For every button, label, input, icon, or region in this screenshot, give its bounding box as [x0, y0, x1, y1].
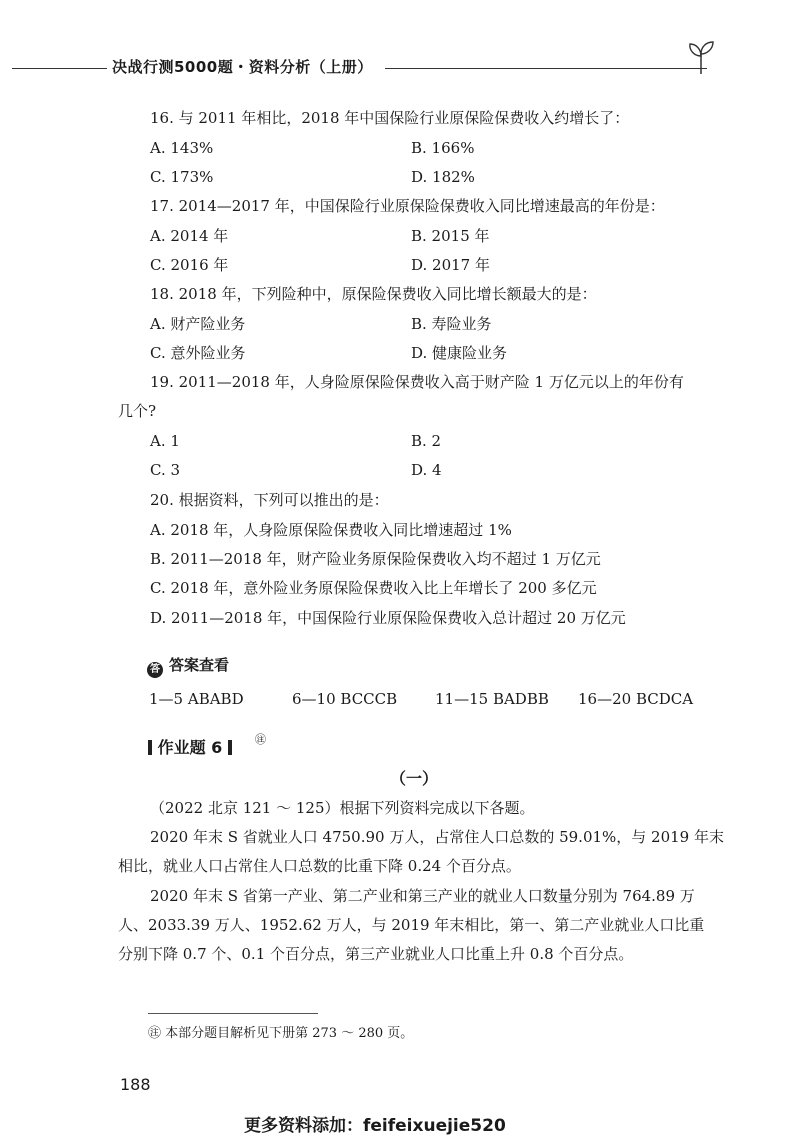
question-16-option-b: B. 166%	[411, 139, 475, 157]
question-19-option-c: C. 3	[150, 461, 181, 479]
header-rule-left	[12, 68, 107, 69]
question-17-stem: 17. 2014—2017 年，中国保险行业原保险保费收入同比增速最高的年份是：	[150, 197, 665, 215]
question-17-option-d: D. 2017 年	[411, 256, 490, 274]
question-17-option-c: C. 2016 年	[150, 256, 229, 274]
footnote: ㊟ 本部分题目解析见下册第 273 ～ 280 页。	[148, 1026, 414, 1041]
section-heading: （一）	[390, 769, 439, 788]
running-header	[0, 52, 800, 82]
question-20-option-d: D. 2011—2018 年，中国保险行业原保险保费收入总计超过 20 万亿元	[150, 609, 626, 627]
answer-title-text: 答案查看	[169, 656, 230, 674]
question-18-option-b: B. 寿险业务	[411, 315, 492, 333]
title-bar-left	[148, 740, 152, 755]
answer-icon: 答	[147, 662, 163, 678]
question-16-option-c: C. 173%	[150, 168, 214, 186]
title-bar-right	[228, 740, 232, 755]
question-18-stem: 18. 2018 年，下列险种中，原保险保费收入同比增长额最大的是：	[150, 285, 597, 303]
paragraph-2-line-2: 人、2033.39 万人、1952.62 万人，与 2019 年末相比，第一、第二产业就业人口比重	[118, 916, 705, 934]
answer-group-1: 1—5 ABABD	[149, 690, 244, 708]
question-17-option-a: A. 2014 年	[150, 227, 229, 245]
question-18-option-d: D. 健康险业务	[411, 344, 508, 362]
source-line: （2022 北京 121 ～ 125）根据下列资料完成以下各题。	[150, 799, 535, 817]
homework-title	[148, 735, 232, 758]
header-title: 决战行测5000题・资料分析（上册）	[112, 58, 373, 76]
question-16-stem: 16. 与 2011 年相比，2018 年中国保险行业原保险保费收入约增长了：	[150, 109, 630, 127]
paragraph-2-line-3: 分别下降 0.7 个、0.1 个百分点，第三产业就业人口比重上升 0.8 个百分点。	[118, 945, 634, 963]
question-18-option-a: A. 财产险业务	[150, 315, 246, 333]
question-19-stem: 19. 2011—2018 年，人身险原保险保费收入高于财产险 1 万亿元以上的年份有	[150, 373, 684, 391]
paragraph-1-line-2: 相比，就业人口占常住人口总数的比重下降 0.24 个百分点。	[118, 857, 521, 875]
question-16-option-d: D. 182%	[411, 168, 475, 186]
header-rule-right	[385, 68, 707, 69]
paragraph-2-line-1: 2020 年末 S 省第一产业、第二产业和第三产业的就业人口数量分别为 764.89 万	[150, 887, 695, 905]
question-18-option-c: C. 意外险业务	[150, 344, 246, 362]
paragraph-1-line-1: 2020 年末 S 省就业人口 4750.90 万人，占常住人口总数的 59.01%，与 2019 年末	[150, 828, 724, 846]
question-19-stem-continued: 几个?	[118, 402, 157, 420]
footnote-marker-icon: ㊟	[255, 733, 266, 746]
answer-group-2: 6—10 BCCCB	[292, 690, 398, 708]
answer-section-title	[147, 654, 229, 678]
question-19-option-a: A. 1	[150, 432, 180, 450]
sprout-icon	[686, 40, 716, 74]
question-19-option-d: D. 4	[411, 461, 442, 479]
promo-text: 更多资料添加：feifeixuejie520	[244, 1116, 506, 1136]
question-16-option-a: A. 143%	[150, 139, 214, 157]
question-17-option-b: B. 2015 年	[411, 227, 490, 245]
homework-title-text: 作业题 6	[157, 738, 223, 757]
question-20-option-b: B. 2011—2018 年，财产险业务原保险保费收入均不超过 1 万亿元	[150, 550, 601, 568]
answer-group-3: 11—15 BADBB	[435, 690, 549, 708]
question-19-option-b: B. 2	[411, 432, 442, 450]
answer-group-4: 16—20 BCDCA	[578, 690, 694, 708]
footnote-rule	[148, 1013, 318, 1014]
question-20-option-a: A. 2018 年，人身险原保险保费收入同比增速超过 1%	[150, 521, 512, 539]
page-number: 188	[120, 1075, 151, 1094]
question-20-option-c: C. 2018 年，意外险业务原保险保费收入比上年增长了 200 多亿元	[150, 579, 597, 597]
question-20-stem: 20. 根据资料，下列可以推出的是：	[150, 491, 389, 509]
